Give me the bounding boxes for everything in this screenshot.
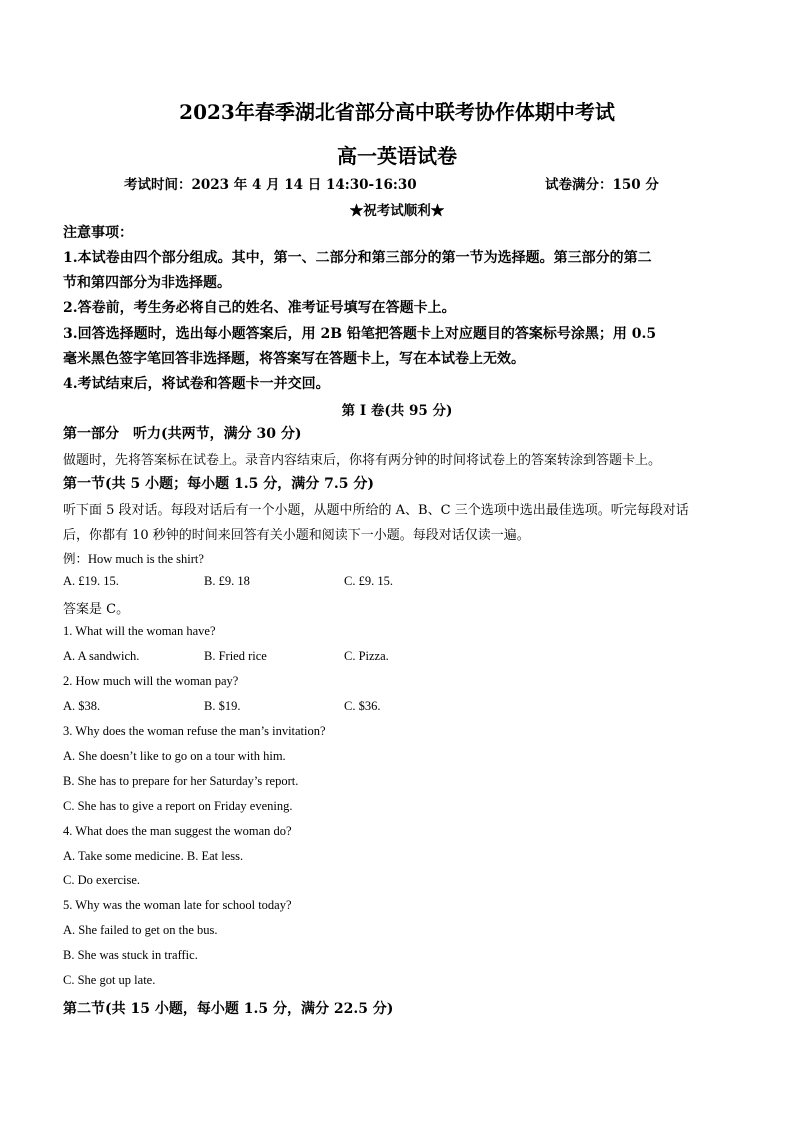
exam-subtitle: 高一英语试卷 (337, 144, 457, 168)
notice-item-3-line-1: 3.回答选择题时，选出每小题答案后，用 2B 铅笔把答题卡上对应题目的答案标号涂黑；用 0.5 (63, 326, 657, 342)
exam-time: 考试时间：2023 年 4 月 14 日 14:30-16:30 (124, 177, 417, 193)
example-option-b: B. £9. 18 (204, 574, 250, 588)
example-option-c: C. £9. 15. (344, 574, 393, 588)
q4-options-ab: A. Take some medicine. B. Eat less. (63, 849, 244, 863)
notice-item-1-line-2: 节和第四部分为非选择题。 (63, 275, 231, 291)
full-score: 试卷满分：150 分 (545, 177, 659, 193)
notice-item-2: 2.答卷前，考生务必将自己的姓名、准考证号填写在答题卡上。 (63, 300, 456, 316)
q3-option-a: A. She doesn’t like to go on a tour with him. (63, 749, 286, 763)
q3-option-b: B. She has to prepare for her Saturday’s report. (63, 774, 299, 788)
q5-option-c: C. She got up late. (63, 973, 156, 987)
question-1: 1. What will the woman have? (63, 624, 216, 638)
exam-title: 2023年春季湖北省部分高中联考协作体期中考试 (179, 100, 615, 124)
q1-option-b: B. Fried rice (204, 649, 267, 663)
q5-option-a: A. She failed to get on the bus. (63, 923, 218, 937)
notice-item-4: 4.考试结束后，将试卷和答题卡一并交回。 (63, 376, 330, 392)
q2-option-b: B. $19. (204, 699, 241, 713)
q1-option-a: A. A sandwich. (63, 649, 140, 663)
example-answer: 答案是 C。 (63, 602, 130, 617)
volume-title: 第 I 卷(共 95 分) (341, 403, 453, 419)
blessing: ★祝考试顺利★ (349, 203, 445, 219)
notice-heading: 注意事项： (63, 225, 133, 241)
section1-instruction-line-2: 后，你都有 10 秒钟的时间来回答有关小题和阅读下一小题。每段对话仅读一遍。 (63, 528, 530, 543)
section2-heading: 第二节(共 15 小题，每小题 1.5 分，满分 22.5 分) (63, 1001, 394, 1017)
question-2: 2. How much will the woman pay? (63, 674, 239, 688)
notice-item-3-line-2: 毫米黑色签字笔回答非选择题，将答案写在答题卡上，写在本试卷上无效。 (63, 351, 525, 367)
example-question: 例：How much is the shirt? (63, 552, 204, 566)
section1-heading: 第一节(共 5 小题；每小题 1.5 分，满分 7.5 分) (63, 476, 374, 492)
q4-option-c: C. Do exercise. (63, 873, 141, 887)
part1-heading: 第一部分 听力(共两节，满分 30 分) (63, 426, 302, 442)
question-3: 3. Why does the woman refuse the man’s invitation? (63, 724, 326, 738)
q2-option-a: A. $38. (63, 699, 101, 713)
example-option-a: A. £19. 15. (63, 574, 119, 588)
question-5: 5. Why was the woman late for school today? (63, 898, 292, 912)
q5-option-b: B. She was stuck in traffic. (63, 948, 198, 962)
q2-option-c: C. $36. (344, 699, 381, 713)
part1-instruction: 做题时，先将答案标在试卷上。录音内容结束后，你将有两分钟的时间将试卷上的答案转涂到答题卡上。 (63, 453, 662, 468)
notice-item-1-line-1: 1.本试卷由四个部分组成。其中，第一、二部分和第三部分的第一节为选择题。第三部分的第二 (63, 250, 652, 266)
q3-option-c: C. She has to give a report on Friday evening. (63, 799, 293, 813)
section1-instruction-line-1: 听下面 5 段对话。每段对话后有一个小题，从题中所给的 A、B、C 三个选项中选出最佳选项。听完每段对话 (63, 503, 689, 518)
question-4: 4. What does the man suggest the woman do? (63, 824, 292, 838)
q1-option-c: C. Pizza. (344, 649, 389, 663)
